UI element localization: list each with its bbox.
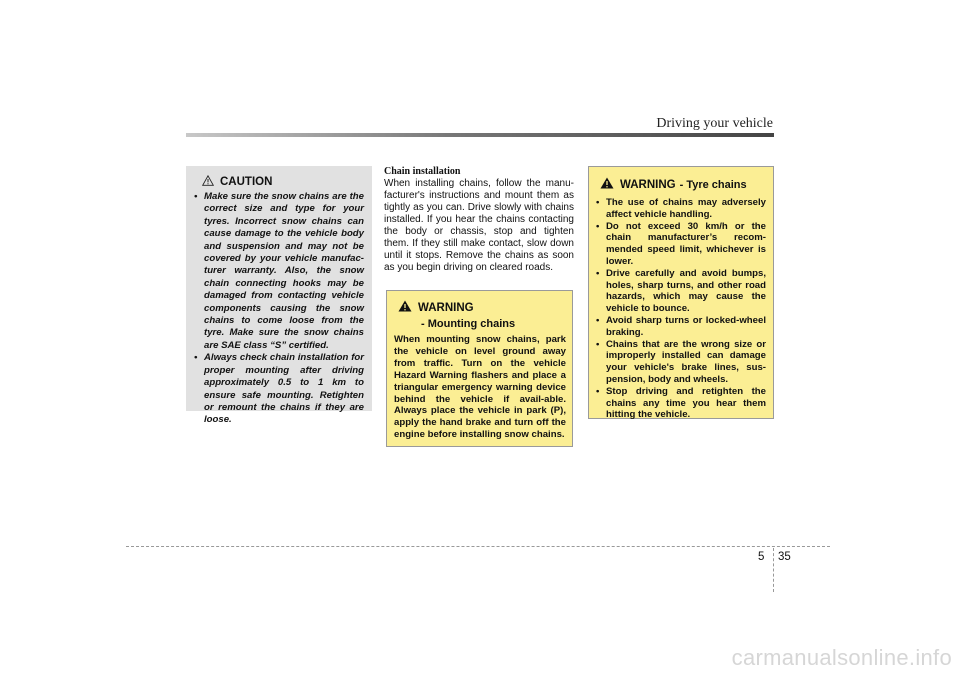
header-rule <box>186 133 774 137</box>
warning-triangle-icon <box>398 299 412 317</box>
page-chapter: 5 <box>758 551 765 563</box>
warning-mounting-text: When mounting snow chains, park the vehicle on level ground away from traffic. Turn on the vehicle Hazard Warning flashers and place a triangular emergency warning device behind the vehicle if avail-able. Always place the vehicle in park (P), apply the hand brake and turn off the engine before installing snow chains. <box>394 334 566 441</box>
footer-divider <box>773 548 774 592</box>
warning-tyre-item: • Do not exceed 30 km/h or the chain manufacturer’s recom-mended speed limit, whichever is lower. <box>596 221 766 268</box>
caution-title-row <box>202 175 364 189</box>
warning-mounting-title-row <box>398 299 566 317</box>
footer-rule <box>126 546 830 547</box>
caution-box <box>186 166 372 426</box>
warning-tyre-item: • The use of chains may adversely affect vehicle handling. <box>596 197 766 221</box>
warning-tyre-title-row <box>600 176 766 194</box>
watermark: carmanualsonline.info <box>731 645 952 670</box>
caution-triangle-icon <box>202 175 214 189</box>
warning-tyre-item: • Drive carefully and avoid bumps, holes, sharp turns, and other road hazards, which may cause the vehicle to bounce. <box>596 268 766 315</box>
page-header-title: Driving your vehicle <box>656 116 773 131</box>
warning-tyre-subtitle: - Tyre chains <box>679 179 747 191</box>
warning-tyre-title: WARNING <box>620 179 676 191</box>
warning-tyre-box <box>588 166 774 419</box>
caution-item: • Make sure the snow chains are the correct size and type for your tyres. Incorrect snow chains can cause damage to the vehicle body and suspension and may not be covered by your vehicle manufac-turer warranty. Also, the snow chain connecting hooks may be damaged from contacting vehicle components causing the snow chains to come loose from the tyre. Make sure the snow chains are SAE class “S” certified. <box>194 191 364 352</box>
chain-installation-section <box>384 166 574 274</box>
warning-tyre-item: • Chains that are the wrong size or improperly installed can damage your vehicle's brake lines, sus-pension, body and wheels. <box>596 339 766 386</box>
warning-mounting-title: WARNING <box>418 302 474 314</box>
warning-tyre-item: • Avoid sharp turns or locked-wheel braking. <box>596 315 766 339</box>
warning-triangle-icon <box>600 176 614 194</box>
warning-tyre-list <box>596 197 766 421</box>
warning-tyre-item: • Stop driving and retighten the chains any time you hear them hitting the vehicle. <box>596 386 766 421</box>
caution-title: CAUTION <box>220 176 273 188</box>
page-number: 35 <box>778 551 791 563</box>
section-heading: Chain installation <box>384 166 461 177</box>
warning-mounting-box <box>386 290 573 447</box>
section-body-text: When installing chains, follow the manu-facturer's instructions and mount them as tightly as you can. Drive slowly with chains installed. If you hear the chains contacting the body or chassis, stop and tighten them. If they still make contact, slow down until it stops. Remove the chains as soon as you begin driving on cleared roads. <box>384 178 574 273</box>
caution-list <box>194 191 364 427</box>
warning-mounting-subtitle: - Mounting chains <box>421 318 516 330</box>
caution-item: • Always check chain installation for proper mounting after driving approximately 0.5 to 1 km to ensure safe mounting. Retighten or remount the chains if they are loose. <box>194 352 364 426</box>
